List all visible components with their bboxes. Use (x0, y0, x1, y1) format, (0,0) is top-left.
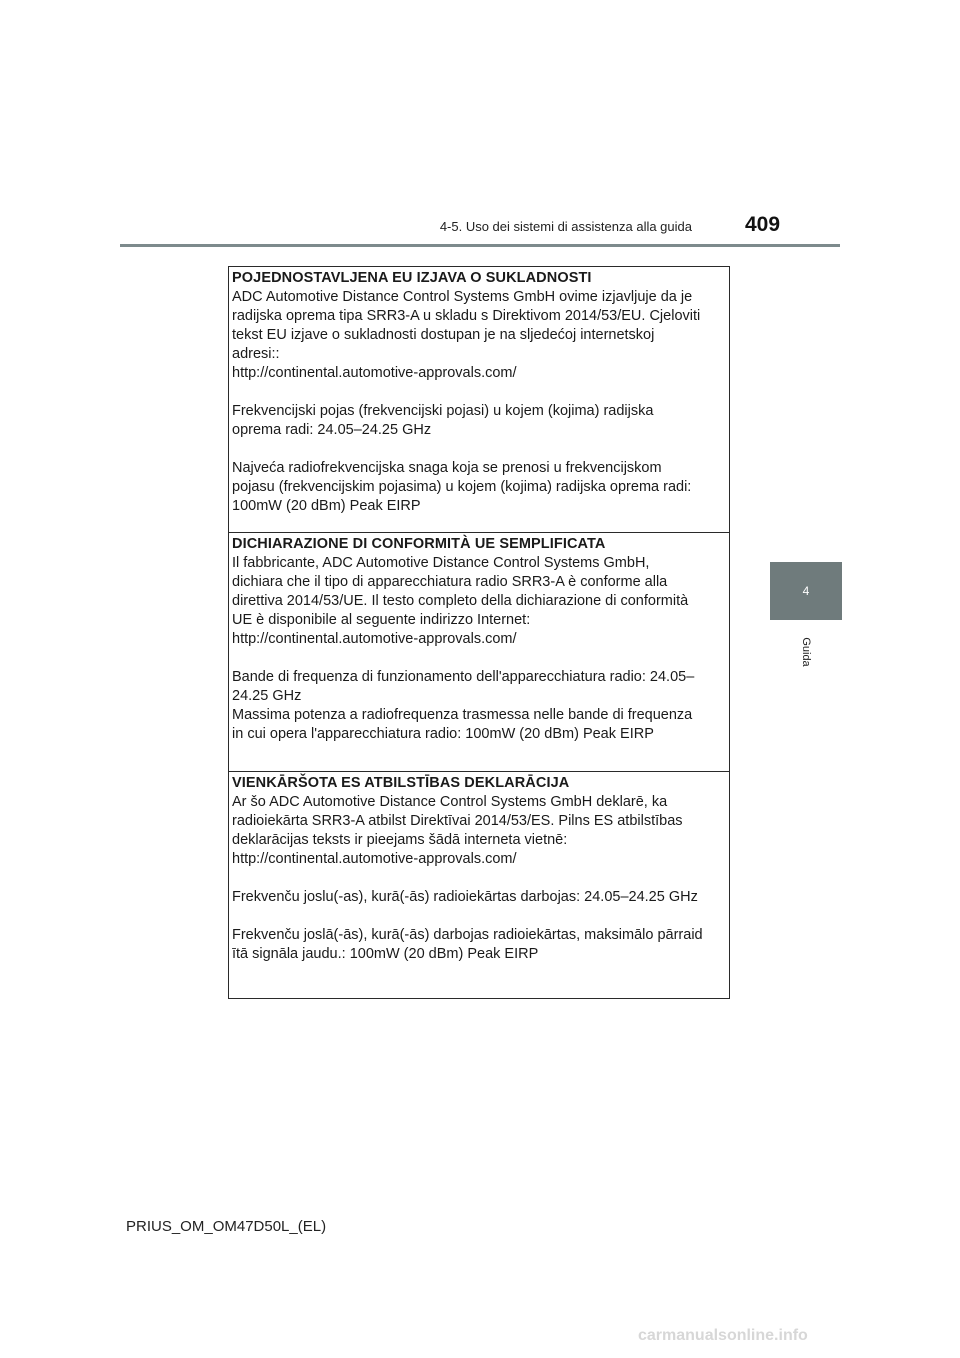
declaration-croatian (229, 267, 729, 532)
declaration-paragraph: Ar šo ADC Automotive Distance Control Systems GmbH deklarē, ka radioiekārta SRR3-A atbilst Direktīvai 2014/53/ES. Pilns ES atbilstības deklarācijas teksts ir pieejams šādā interneta vietnē: http://continental.automotive-approvals.com/ (232, 794, 683, 867)
chapter-tab[interactable]: 4 (770, 562, 842, 620)
chapter-label-text: Guida (800, 637, 812, 667)
declaration-paragraph: Frekvencijski pojas (frekvencijski pojasi) u kojem (kojima) radijska oprema radi: 24.05–24.25 GHz (232, 403, 654, 438)
declaration-heading: POJEDNOSTAVLJENA EU IZJAVA O SUKLADNOSTI (232, 270, 592, 286)
declaration-heading: DICHIARAZIONE DI CONFORMITÀ UE SEMPLIFICATA (232, 536, 606, 552)
declaration-latvian (229, 771, 729, 999)
declaration-paragraph: Frekvenču joslā(-ās), kurā(-ās) darbojas radioiekārtas, maksimālo pārraid ītā signāla jaudu.: 100mW (20 dBm) Peak EIRP (232, 927, 703, 962)
document-code: PRIUS_OM_OM47D50L_(EL) (126, 1218, 327, 1235)
declaration-heading: VIENKĀRŠOTA ES ATBILSTĪBAS DEKLARĀCIJA (232, 775, 570, 791)
section-title: 4-5. Uso dei sistemi di assistenza alla guida (439, 219, 692, 234)
header-rule (120, 244, 840, 247)
watermark: carmanualsonline.info (638, 1327, 808, 1344)
declaration-paragraph: ADC Automotive Distance Control Systems GmbH ovime izjavljuje da je radijska oprema tipa SRR3-A u skladu s Direktivom 2014/53/EU. Cjeloviti tekst EU izjave o sukladnosti dostupan je na sljedećoj internetskoj adresi:: http://continental.automotive-approvals.com/ (232, 289, 701, 381)
declaration-paragraph: Il fabbricante, ADC Automotive Distance Control Systems GmbH, dichiara che il tipo di apparecchiatura radio SRR3-A è conforme alla direttiva 2014/53/UE. Il testo completo della dichiarazione di conformità UE è disponibile al seguente indirizzo Internet: http://continental.automotive-approvals.com/ (232, 555, 689, 647)
declaration-italian (229, 532, 729, 771)
page-number: 409 (745, 213, 781, 236)
declaration-paragraph: Bande di frequenza di funzionamento dell'apparecchiatura radio: 24.05– 24.25 GHz Massima potenza a radiofrequenza trasmessa nelle bande di frequenza in cui opera l'apparecchiatura radio: 100mW (20 dBm) Peak EIRP (232, 669, 695, 742)
declarations-box (228, 266, 730, 999)
declaration-paragraph: Najveća radiofrekvencijska snaga koja se prenosi u frekvencijskom pojasu (frekvencijskim pojasima) u kojem (kojima) radijska oprema radi: 100mW (20 dBm) Peak EIRP (232, 460, 692, 514)
declaration-paragraph: Frekvenču joslu(-as), kurā(-ās) radioiekārtas darbojas: 24.05–24.25 GHz (232, 889, 698, 905)
chapter-label (786, 632, 826, 672)
